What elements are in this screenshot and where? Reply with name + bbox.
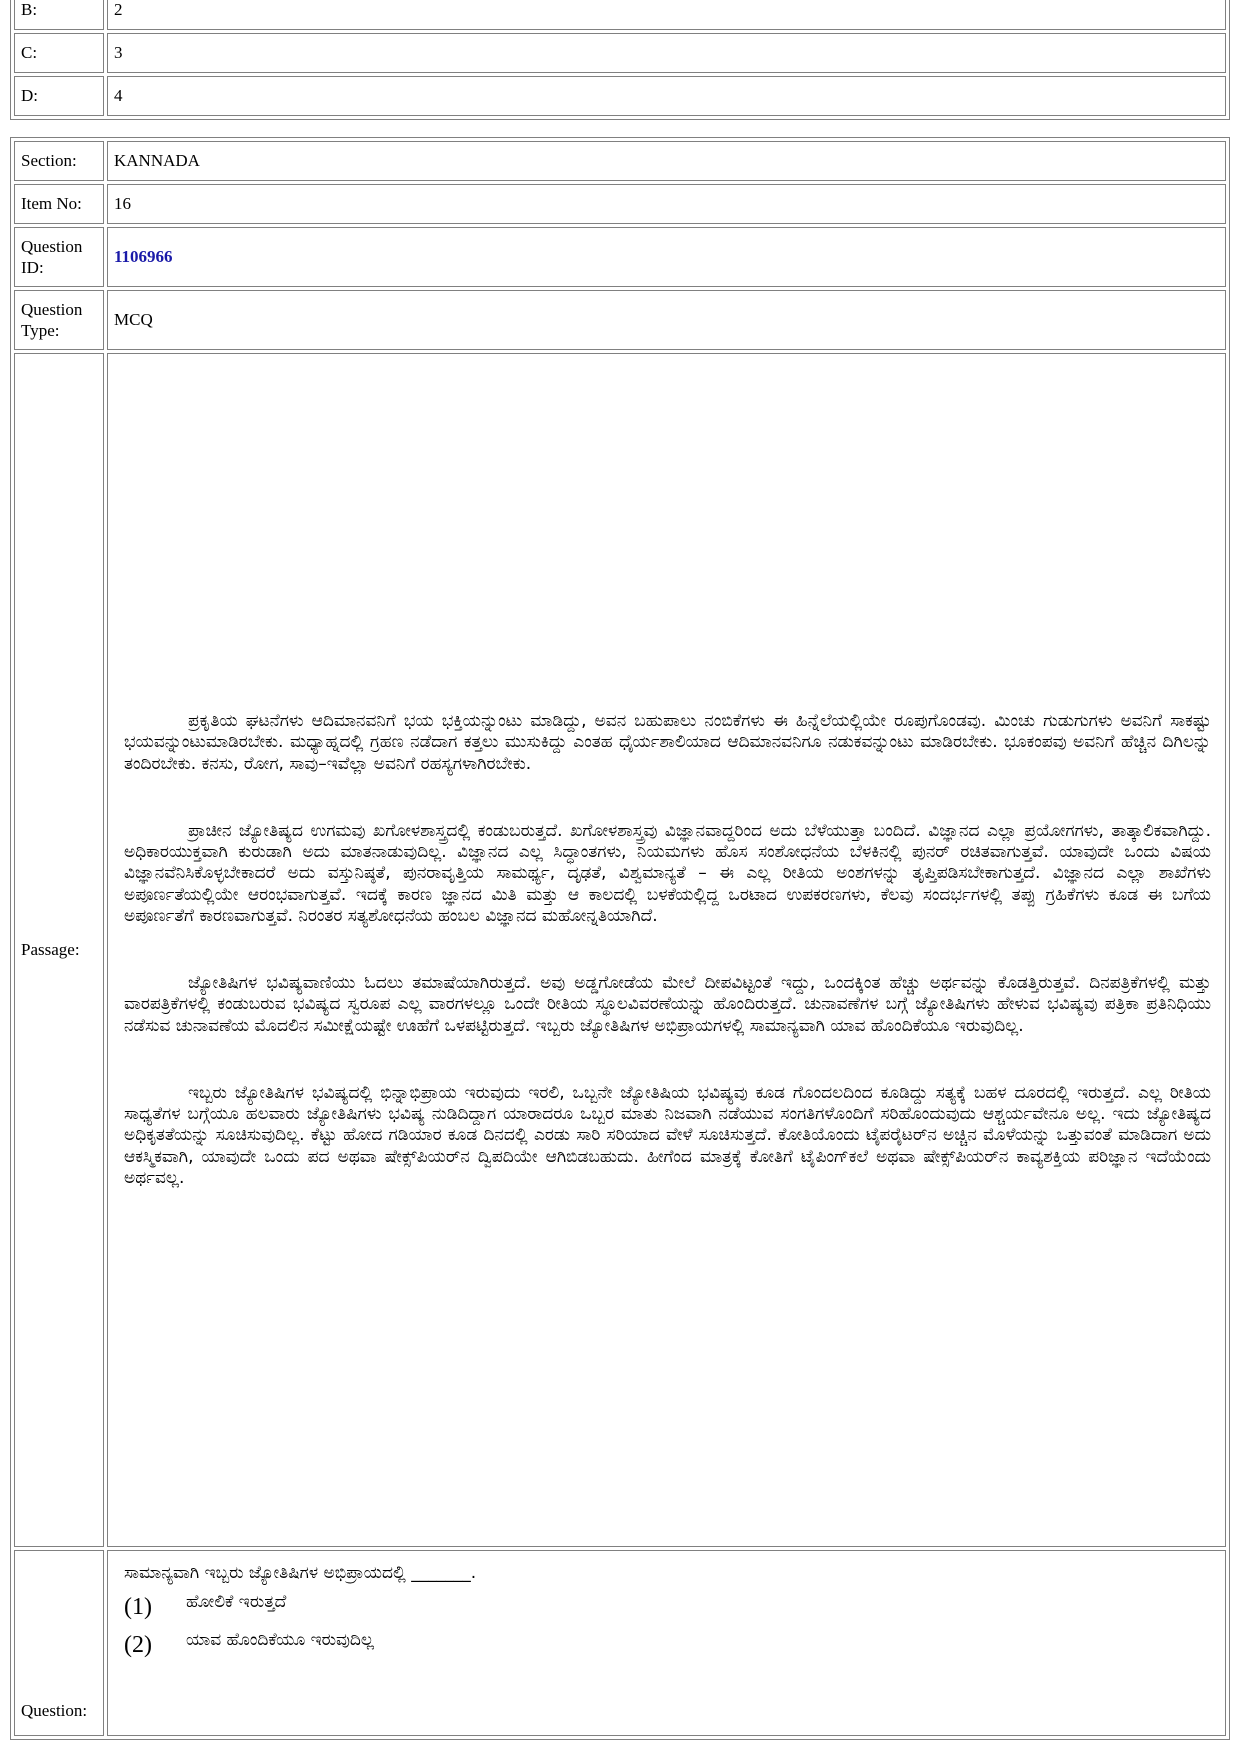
answer-option-number: (1) (124, 1594, 152, 1621)
option-label: B: (14, 0, 104, 30)
question-type-value: MCQ (107, 290, 1226, 350)
question-stem: ಸಾಮಾನ್ಯವಾಗಿ ಇಬ್ಬರು ಜ್ಯೋತಿಷಿಗಳ ಅಭಿಪ್ರಾಯದಲ್ಲಿ _______. (124, 1563, 477, 1583)
option-label: C: (14, 33, 104, 73)
option-value: 4 (107, 76, 1226, 116)
item-row (14, 184, 1226, 224)
previous-options-table (10, 0, 1230, 120)
section-row (14, 141, 1226, 181)
question-row (14, 1550, 1226, 1736)
passage-paragraph: ಜ್ಯೋತಿಷಿಗಳ ಭವಿಷ್ಯವಾಣಿಯು ಓದಲು ತಮಾಷೆಯಾಗಿರುತ್ತದೆ. ಅವು ಅಡ್ಡಗೋಡೆಯ ಮೇಲೆ ದೀಪವಿಟ್ಟಂತೆ ಇದ್ದು, ಒಂದಕ್ಕಿಂತ ಹೆಚ್ಚು ಅರ್ಥವನ್ನು ಕೊಡತ್ತಿರುತ್ತವೆ. ದಿನಪತ್ರಿಕೆಗಳಲ್ಲಿ ಮತ್ತು ವಾರಪತ್ರಿಕೆಗಳಲ್ಲಿ ಕಂಡುಬರುವ ಭವಿಷ್ಯದ ಸ್ವರೂಪ ಎಲ್ಲ ವಾರಗಳಲ್ಲೂ ಒಂದೇ ರೀತಿಯ ಸ್ಥೂಲವಿವರಣೆಯನ್ನು ಹೊಂದಿರುತ್ತದೆ. ಚುನಾವಣೆಗಳ ಬಗ್ಗೆ ಜ್ಯೋತಿಷಿಗಳು ಹೇಳುವ ಭವಿಷ್ಯವು ಪತ್ರಿಕಾ ಪ್ರತಿನಿಧಿಯು ನಡೆಸುವ ಚುನಾವಣೆಯ ಮೊದಲಿನ ಸಮೀಕ್ಷೆಯಷ್ಟೇ ಊಹೆಗೆ ಒಳಪಟ್ಟಿರುತ್ತದೆ. ಇಬ್ಬರು ಜ್ಯೋತಿಷಿಗಳ ಅಭಿಪ್ರಾಯಗಳಲ್ಲಿ ಸಾಮಾನ್ಯವಾಗಿ ಯಾವ ಹೊಂದಿಕೆಯೂ ಇರುವುದಿಲ್ಲ. (124, 973, 1211, 1036)
passage-label: Passage: (14, 353, 104, 1547)
question-id-row (14, 227, 1226, 287)
answer-option-text: ಹೋಲಿಕೆ ಇರುತ್ತದೆ (186, 1592, 287, 1613)
question-type-row (14, 290, 1226, 350)
answer-option-2[interactable] (124, 1630, 1209, 1660)
section-label: Section: (14, 141, 104, 181)
answer-option-1[interactable] (124, 1592, 1209, 1622)
question-info-table (10, 137, 1230, 1740)
question-id-value: 1106966 (107, 227, 1226, 287)
option-value: 3 (107, 33, 1226, 73)
question-id-label: Question ID: (14, 227, 104, 287)
option-row-c (14, 33, 1226, 73)
section-value: KANNADA (107, 141, 1226, 181)
item-value: 16 (107, 184, 1226, 224)
option-value: 2 (107, 0, 1226, 30)
option-row-d (14, 76, 1226, 116)
option-row-b (14, 0, 1226, 30)
passage-paragraph: ಇಬ್ಬರು ಜ್ಯೋತಿಷಿಗಳ ಭವಿಷ್ಯದಲ್ಲಿ ಭಿನ್ನಾಭಿಪ್ರಾಯ ಇರುವುದು ಇರಲಿ, ಒಬ್ಬನೇ ಜ್ಯೋತಿಷಿಯ ಭವಿಷ್ಯವು ಕೂಡ ಗೊಂದಲದಿಂದ ಕೂಡಿದ್ದು ಸತ್ಯಕ್ಕೆ ಬಹಳ ದೂರದಲ್ಲಿ ಇರುತ್ತದೆ. ಎಲ್ಲ ರೀತಿಯ ಸಾಧ್ಯತೆಗಳ ಬಗ್ಗೆಯೂ ಹಲವಾರು ಜ್ಯೋತಿಷಿಗಳು ಭವಿಷ್ಯ ನುಡಿದಿದ್ದಾಗ ಯಾರಾದರೂ ಒಬ್ಬರ ಮಾತು ನಿಜವಾಗಿ ನಡೆಯುವ ಸಂಗತಿಗಳೊಂದಿಗೆ ಸರಿಹೊಂದುವುದು ಆಶ್ಚರ್ಯವೇನೂ ಅಲ್ಲ. ಇದು ಜ್ಯೋತಿಷ್ಯದ ಅಧಿಕೃತತೆಯನ್ನು ಸೂಚಿಸುವುದಿಲ್ಲ. ಕೆಟ್ಟು ಹೋದ ಗಡಿಯಾರ ಕೂಡ ದಿನದಲ್ಲಿ ಎರಡು ಸಾರಿ ಸರಿಯಾದ ವೇಳೆ ಸೂಚಿಸುತ್ತದೆ. ಕೋತಿಯೊಂದು ಟೈಪರೈಟರ್‌ನ ಅಚ್ಚಿನ ಮೊಳೆಯನ್ನು ಒತ್ತುವಂತೆ ಮಾಡಿದಾಗ ಅದು ಆಕಸ್ಮಿಕವಾಗಿ, ಯಾವುದೇ ಒಂದು ಪದ ಅಥವಾ ಷೇಕ್ಸ್‌ಪಿಯರ್‌ನ ದ್ವಿಪದಿಯೇ ಆಗಿಬಿಡಬಹುದು. ಹೀಗೆಂದ ಮಾತ್ರಕ್ಕೆ ಕೋತಿಗೆ ಟೈಪಿಂಗ್‌ಕಲೆ ಅಥವಾ ಷೇಕ್ಸ್‌ಪಿಯರ್‌ನ ಕಾವ್ಯಶಕ್ತಿಯ ಪರಿಜ್ಞಾನ ಇದೆಯೆಂದು ಅರ್ಥವಲ್ಲ. (124, 1082, 1211, 1188)
passage-body (107, 353, 1226, 1547)
answer-option-number: (2) (124, 1632, 152, 1659)
passage-paragraph: ಪ್ರಾಚೀನ ಜ್ಯೋತಿಷ್ಯದ ಉಗಮವು ಖಗೋಳಶಾಸ್ತ್ರದಲ್ಲಿ ಕಂಡುಬರುತ್ತದೆ. ಖಗೋಳಶಾಸ್ತ್ರವು ವಿಜ್ಞಾನವಾದ್ದರಿಂದ ಅದು ಬೆಳೆಯುತ್ತಾ ಬಂದಿದೆ. ವಿಜ್ಞಾನದ ಎಲ್ಲಾ ಪ್ರಯೋಗಗಳು, ತಾತ್ಕಾಲಿಕವಾಗಿದ್ದು. ಅಧಿಕಾರಯುಕ್ತವಾಗಿ ಕುರುಡಾಗಿ ಅದು ಮಾತನಾಡುವುದಿಲ್ಲ. ವಿಜ್ಞಾನದ ಎಲ್ಲ ಸಿದ್ಧಾಂತಗಳು, ನಿಯಮಗಳು ಹೊಸ ಸಂಶೋಧನೆಯ ಬೆಳಕಿನಲ್ಲಿ ಪುನರ್ ರಚಿತವಾಗುತ್ತವೆ. ಯಾವುದೇ ಒಂದು ವಿಷಯ ವಿಜ್ಞಾನವೆನಿಸಿಕೊಳ್ಳಬೇಕಾದರೆ ಅದು ವಸ್ತುನಿಷ್ಠತೆ, ಪುನರಾವೃತ್ತಿಯ ಸಾಮರ್ಥ್ಯ, ದೃಢತೆ, ವಿಶ್ವಮಾನ್ಯತೆ – ಈ ಎಲ್ಲ ರೀತಿಯ ಅಂಶಗಳನ್ನು ತೃಪ್ತಿಪಡಿಸಬೇಕಾಗುತ್ತದೆ. ವಿಜ್ಞಾನದ ಎಲ್ಲಾ ಶಾಖೆಗಳು ಅಪೂರ್ಣತೆಯಲ್ಲಿಯೇ ಆರಂಭವಾಗುತ್ತವೆ. ಇದಕ್ಕೆ ಕಾರಣ ಜ್ಞಾನದ ಮಿತಿ ಮತ್ತು ಆ ಕಾಲದಲ್ಲಿ ಬಳಕೆಯಲ್ಲಿದ್ದ ಒರಟಾದ ಉಪಕರಣಗಳು, ಕೆಲವು ಸಂದರ್ಭಗಳಲ್ಲಿ ತಪ್ಪು ಗ್ರಹಿಕೆಗಳು ಕೂಡ ಈ ಬಗೆಯ ಅಪೂರ್ಣತೆಗೆ ಕಾರಣವಾಗುತ್ತವೆ. ನಿರಂತರ ಸತ್ಯಶೋಧನೆಯ ಹಂಬಲ ವಿಜ್ಞಾನದ ಮಹೋನ್ನತಿಯಾಗಿದೆ. (124, 820, 1211, 926)
item-label: Item No: (14, 184, 104, 224)
question-type-label: Question Type: (14, 290, 104, 350)
passage-row (14, 353, 1226, 1547)
answer-option-text: ಯಾವ ಹೊಂದಿಕೆಯೂ ಇರುವುದಿಲ್ಲ (186, 1630, 374, 1651)
question-label: Question: (14, 1550, 104, 1736)
option-label: D: (14, 76, 104, 116)
question-body (107, 1550, 1226, 1736)
passage-paragraph: ಪ್ರಕೃತಿಯ ಘಟನೆಗಳು ಆದಿಮಾನವನಿಗೆ ಭಯ ಭಕ್ತಿಯನ್ನುಂಟು ಮಾಡಿದ್ದು, ಅವನ ಬಹುಪಾಲು ನಂಬಿಕೆಗಳು ಈ ಹಿನ್ನೆಲೆಯಲ್ಲಿಯೇ ರೂಪುಗೊಂಡವು. ಮಿಂಚು ಗುಡುಗುಗಳು ಅವನಿಗೆ ಸಾಕಷ್ಟು ಭಯವನ್ನುಂಟುಮಾಡಿರಬೇಕು. ಮಧ್ಯಾಹ್ನದಲ್ಲಿ ಗ್ರಹಣ ನಡೆದಾಗ ಕತ್ತಲು ಮುಸುಕಿದ್ದು ಎಂತಹ ಧೈರ್ಯಶಾಲಿಯಾದ ಆದಿಮಾನವನಿಗೂ ನಡುಕವನ್ನುಂಟು ಮಾಡಿರಬೇಕು. ಭೂಕಂಪವು ಅವನಿಗೆ ಹೆಚ್ಚಿನ ದಿಗಿಲನ್ನು ತಂದಿರಬೇಕು. ಕನಸು, ರೋಗ, ಸಾವು–ಇವೆಲ್ಲಾ ಅವನಿಗೆ ರಹಸ್ಯಗಳಾಗಿರಬೇಕು. (124, 711, 1211, 774)
